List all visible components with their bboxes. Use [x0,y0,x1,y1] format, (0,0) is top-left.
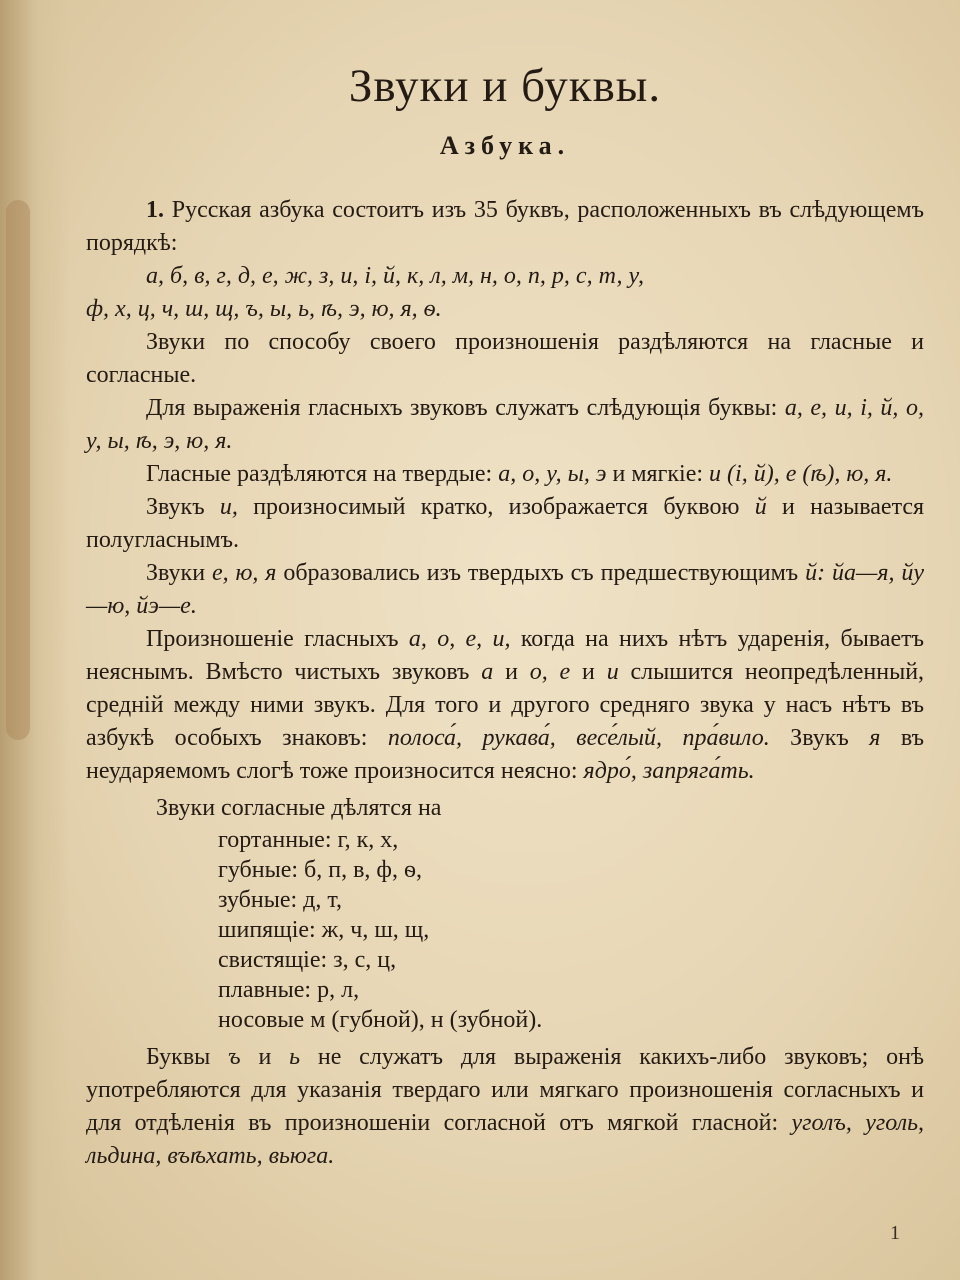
p8-text-1: Буквы [146,1044,211,1070]
p7-text-7: въ неударяемомъ слогѣ тоже произносится неясно: [86,725,925,784]
list-item: губные: б, п, в, ф, ѳ, [218,857,422,883]
paragraph-8 [86,1041,924,1173]
page-title: Звуки и буквы. [348,60,662,112]
p7-italic-7: ядро́, запряга́ть. [583,758,755,784]
p8-italic-3: уголъ, уголь, льдина, въѣхать, вьюга. [86,1110,925,1169]
p8-italic-2: ь [289,1044,301,1070]
p8-italic-1: ъ [228,1044,241,1070]
page-number: 1 [890,1222,900,1244]
paragraph-1 [86,194,924,260]
p7-italic-3: о, е [529,659,571,685]
alphabet-line-2: ф, х, ц, ч, ш, щ, ъ, ы, ь, ѣ, э, ю, я, ѳ. [86,296,442,322]
list-item: шипящіе: ж, ч, ш, щ, [218,917,430,943]
list-item: свистящіе: з, с, ц, [218,947,397,973]
paragraph-7 [86,623,924,788]
p7-italic-1: а, о, е, и, [408,626,511,652]
list-item: носовые м (губной), н (зубной). [218,1007,543,1033]
paragraph-number: 1. [146,197,164,223]
vowel-letters: а, е, и, і, й, о, у, ы, ѣ, э, ю, я. [86,395,925,454]
paragraph-4-text: Гласные раздѣляются на твердые: [146,461,493,487]
alphabet-line-1: а, б, в, г, д, е, ж, з, и, і, й, к, л, м, н, о, п, р, с, т, у, [146,263,644,289]
p7-italic-4: и [606,659,619,685]
p7-italic-5: полоса́, рукава́, весе́лый, пра́вило. [387,725,770,751]
page-stain [6,200,30,740]
p7-text-5: слышится неопредѣленный, средній между ними звукъ. Для того и другого средняго звука у насъ нѣтъ въ азбукѣ особыхъ знаковъ: [86,659,925,751]
p5-italic-1: и, [219,494,238,520]
p7-text-3: и [505,659,518,685]
p5-text-2: произносимый кратко, изображается буквою [253,494,740,520]
p7-text-1: Произношеніе гласныхъ [146,626,399,652]
p7-italic-6: я [869,725,881,751]
p6-text-2: образовались изъ твердыхъ съ предшествующимъ [283,560,799,586]
p8-text-3: не служатъ для выраженія какихъ-либо звуковъ; онѣ употребляются для указанія твердаго или мягкаго произношенія согласныхъ и для отдѣленія въ произношеніи согласной отъ мягкой гласной: [86,1044,925,1136]
list-item: зубные: д, т, [218,887,343,913]
paragraph-5 [86,491,924,557]
p7-text-4: и [582,659,595,685]
consonants-list [218,825,924,1035]
paragraph-4 [86,458,924,491]
p5-text-3: и называется полугласнымъ. [86,494,925,553]
alphabet-letters [86,260,924,326]
paragraph-2: Звуки по способу своего произношенія раздѣляются на гласные и согласные. [86,329,924,388]
p7-text-2: когда на нихъ нѣтъ ударенія, бываетъ неяснымъ. Вмѣсто чистыхъ звуковъ [86,626,925,685]
list-item: гортанные: г, к, х, [218,827,399,853]
paragraph-1-text: Русская азбука состоитъ изъ 35 буквъ, расположенныхъ въ слѣдующемъ порядкѣ: [86,197,925,256]
p6-italic-2: й: йа—я, йу—ю, йэ—е. [86,560,925,619]
paragraph-3-text: Для выраженія гласныхъ звуковъ служатъ слѣдующія буквы: [146,395,778,421]
paragraph-4-and: и мягкіе: [612,461,704,487]
section-title: Азбука. [439,131,571,160]
consonants-intro: Звуки согласные дѣлятся на [156,795,442,821]
p6-text-1: Звуки [146,560,206,586]
p5-italic-2: й [754,494,767,520]
p8-text-2: и [258,1044,272,1070]
soft-vowels: и (і, й), е (ѣ), ю, я. [709,461,893,487]
hard-vowels: а, о, у, ы, э [498,461,607,487]
paragraph-3 [86,392,924,458]
list-item: плавные: р, л, [218,977,360,1003]
p6-italic-1: е, ю, я [211,560,277,586]
page-text [86,58,924,1173]
p7-text-6: Звукъ [790,725,849,751]
p5-text-1: Звукъ [146,494,205,520]
paragraph-6 [86,557,924,623]
p7-italic-2: а [481,659,494,685]
